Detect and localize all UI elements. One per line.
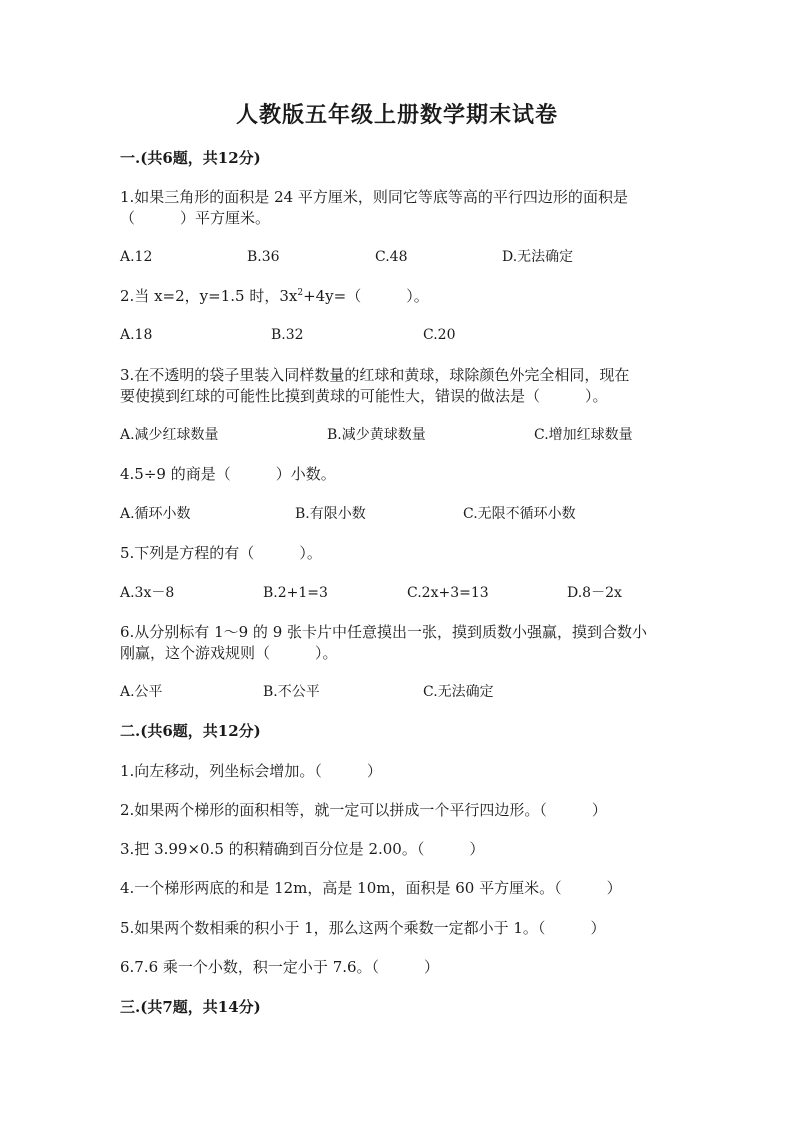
question-2-5: 5.如果两个数相乘的积小于 1，那么这两个乘数一定都小于 1。（ ） bbox=[120, 919, 606, 937]
section-header-3: 三.(共7题，共14分) bbox=[120, 998, 261, 1016]
q1-1-option-d: D.无法确定 bbox=[502, 249, 574, 265]
question-2-3: 3.把 3.99×0.5 的积精确到百分位是 2.00。（ ） bbox=[120, 840, 485, 858]
q1-2-exponent: 2 bbox=[297, 288, 304, 298]
question-2-6: 6.7.6 乘一个小数，积一定小于 7.6。（ ） bbox=[120, 958, 440, 976]
q1-5-option-d: D.8－2x bbox=[567, 585, 622, 601]
q1-6-option-c: C.无法确定 bbox=[423, 684, 494, 700]
question-2-4: 4.一个梯形两底的和是 12m，高是 10m，面积是 60 平方厘米。（ ） bbox=[120, 879, 622, 897]
q1-4-option-a: A.循环小数 bbox=[120, 506, 191, 522]
q1-2-stem-b: +4y=（ ）。 bbox=[303, 287, 429, 305]
q1-1-option-b: B.36 bbox=[247, 249, 280, 265]
section-header-1: 一.(共6题，共12分) bbox=[120, 149, 261, 167]
q1-4-option-b: B.有限小数 bbox=[295, 506, 366, 522]
q1-3-option-a: A.减少红球数量 bbox=[120, 427, 219, 443]
q1-2-stem-a: 2.当 x=2，y=1.5 时，3x bbox=[120, 287, 298, 305]
q1-4-option-c: C.无限不循环小数 bbox=[463, 506, 576, 522]
q1-6-option-b: B.不公平 bbox=[263, 684, 320, 700]
question-1-1-line-1: 1.如果三角形的面积是 24 平方厘米，则同它等底等高的平行四边形的面积是 bbox=[120, 188, 628, 206]
q1-2-option-c: C.20 bbox=[423, 327, 456, 343]
question-1-5: 5.下列是方程的有（ ）。 bbox=[120, 544, 322, 562]
question-1-4: 4.5÷9 的商是（ ）小数。 bbox=[120, 465, 336, 483]
question-1-2 bbox=[120, 286, 429, 306]
q1-1-option-c: C.48 bbox=[375, 249, 408, 265]
q1-5-option-a: A.3x－8 bbox=[120, 585, 175, 601]
q1-6-option-a: A.公平 bbox=[120, 684, 163, 700]
section-header-2: 二.(共6题，共12分) bbox=[120, 722, 261, 740]
question-1-6-line-1: 6.从分别标有 1～9 的 9 张卡片中任意摸出一张，摸到质数小强赢，摸到合数小 bbox=[120, 623, 648, 641]
q1-5-option-c: C.2x+3=13 bbox=[407, 585, 489, 601]
q1-1-option-a: A.12 bbox=[120, 249, 153, 265]
page-title: 人教版五年级上册数学期末试卷 bbox=[235, 102, 558, 128]
question-2-2: 2.如果两个梯形的面积相等，就一定可以拼成一个平行四边形。（ ） bbox=[120, 801, 607, 819]
q1-2-option-a: A.18 bbox=[120, 327, 153, 343]
q1-3-option-b: B.减少黄球数量 bbox=[327, 427, 426, 443]
question-1-3-line-1: 3.在不透明的袋子里装入同样数量的红球和黄球，球除颜色外完全相同，现在 bbox=[120, 366, 630, 384]
question-1-6-line-2: 刚赢，这个游戏规则（ ）。 bbox=[120, 644, 338, 662]
q1-5-option-b: B.2+1=3 bbox=[263, 585, 328, 601]
q1-3-option-c: C.增加红球数量 bbox=[534, 427, 633, 443]
q1-2-option-b: B.32 bbox=[271, 327, 304, 343]
question-1-3-line-2: 要使摸到红球的可能性比摸到黄球的可能性大，错误的做法是（ ）。 bbox=[120, 387, 608, 405]
question-2-1: 1.向左移动，列坐标会增加。（ ） bbox=[120, 762, 382, 780]
question-1-1-line-2: （ ）平方厘米。 bbox=[120, 209, 271, 227]
